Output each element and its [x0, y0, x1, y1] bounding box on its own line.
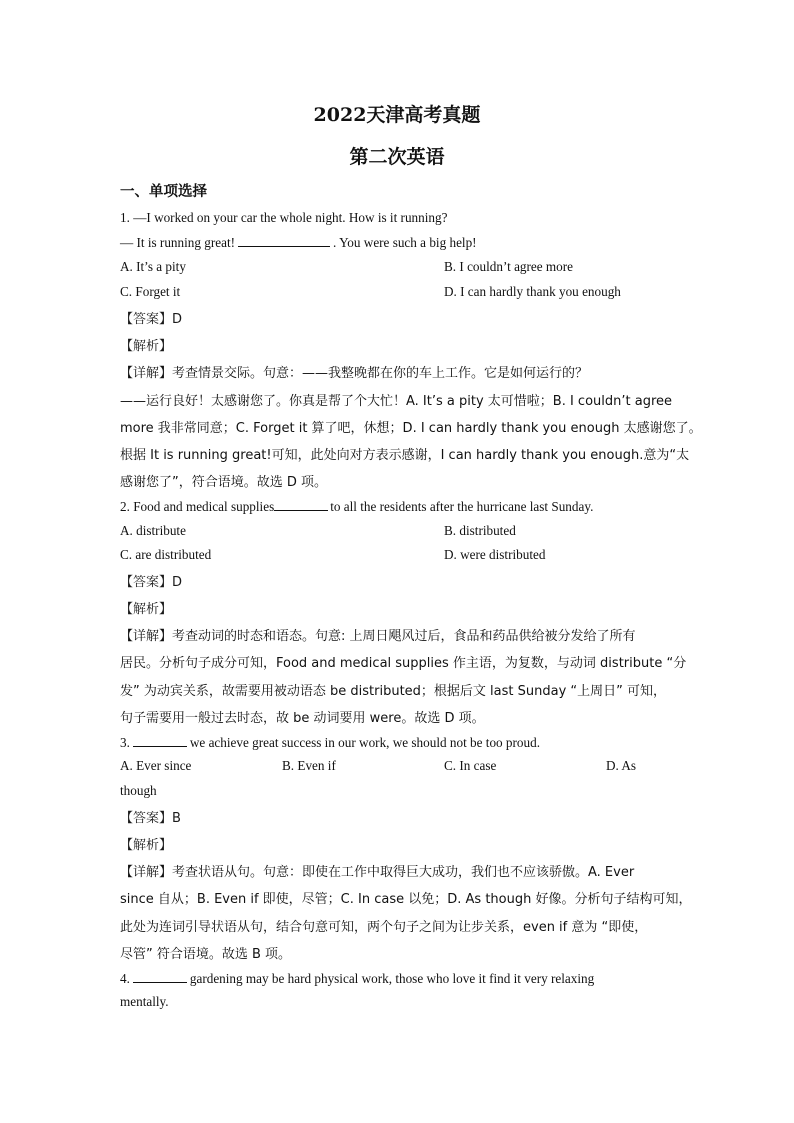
q2-option-d: D. were distributed: [444, 547, 546, 562]
q3-option-c: C. In case: [444, 758, 497, 773]
q2-option-c: C. are distributed: [120, 547, 212, 562]
q3-option-b: B. Even if: [282, 758, 336, 773]
q3-option-a: A. Ever since: [120, 758, 192, 773]
q3-blank: [133, 734, 187, 747]
q2-option-a: A. distribute: [120, 523, 186, 538]
q2-answer: 【答案】D: [120, 575, 183, 590]
q1-stem: 1. —I worked on your car the whole night. How is it running?: [120, 210, 448, 225]
q1-detail-line: 【详解】考查情景交际。句意：——我整晚都在你的车上工作。它是如何运行的？: [120, 366, 589, 381]
q1-answer: 【答案】D: [120, 312, 183, 327]
q1-response-end: . You were such a big help!: [333, 235, 477, 250]
q1-response-start: — It is running great!: [120, 235, 235, 250]
q3-answer: 【答案】B: [120, 811, 181, 826]
q2-blank: [274, 498, 328, 511]
q1-response: [120, 234, 477, 251]
q4-blank: [133, 970, 187, 983]
q1-option-c: C. Forget it: [120, 284, 181, 299]
q1-option-d: D. I can hardly thank you enough: [444, 284, 621, 299]
q1-option-b: B. I couldn’t agree more: [444, 259, 574, 274]
q1-detail-line: 根据 It is running great!可知，此处向对方表示感谢，I can hardly thank you enough.意为“太: [120, 448, 690, 463]
q3-option-d-continued: though: [120, 783, 157, 798]
q1-detail-line: 感谢您了”，符合语境。故选 D 项。: [120, 475, 328, 490]
q3-analysis-label: 【解析】: [120, 838, 173, 853]
q1-blank: [238, 234, 330, 247]
q2-detail-line: 句子需要用一般过去时态，故 be 动词要用 were。故选 D 项。: [120, 711, 485, 726]
page-subtitle: 第二次英语: [349, 146, 445, 168]
q3-stem-start: 3.: [120, 735, 130, 750]
q4-stem-start: 4.: [120, 971, 130, 986]
page-title: 2022天津高考真题: [313, 104, 481, 126]
q2-analysis-label: 【解析】: [120, 602, 173, 617]
q3-detail-line: 此处为连词引导状语从句，结合句意可知，两个句子之间为让步关系，even if 意为 “即使，: [120, 920, 648, 935]
q2-detail-line: 发” 为动宾关系，故需要用被动语态 be distributed；根据后文 last Sunday “上周日” 可知，: [120, 684, 667, 699]
q2-stem: [120, 498, 593, 515]
q1-analysis-label: 【解析】: [120, 339, 173, 354]
q3-detail-line: 【详解】考查状语从句。句意：即使在工作中取得巨大成功，我们也不应该骄傲。A. Ever: [120, 865, 635, 880]
q2-stem-start: 2. Food and medical supplies: [120, 499, 275, 514]
q2-detail-line: 居民。分析句子成分可知，Food and medical supplies 作主语，为复数，与动词 distribute “分: [120, 656, 687, 671]
q3-option-d: D. As: [606, 758, 637, 773]
q1-detail-line: ——运行良好！太感谢您了。你真是帮了个大忙！A. It’s a pity 太可惜啦；B. I couldn’t agree: [120, 394, 673, 409]
q4-stem-continued: mentally.: [120, 994, 169, 1009]
q3-stem-end: we achieve great success in our work, we should not be too proud.: [189, 735, 540, 750]
q1-option-a: A. It’s a pity: [120, 259, 186, 274]
q3-detail-line: since 自从；B. Even if 即使，尽管；C. In case 以免；D. As though 好像。分析句子结构可知，: [120, 892, 692, 907]
q1-detail-line: more 我非常同意；C. Forget it 算了吧，休想；D. I can hardly thank you enough 太感谢您了。: [120, 421, 702, 436]
q4-stem: [120, 970, 594, 987]
q2-stem-end: to all the residents after the hurricane last Sunday.: [330, 499, 594, 514]
q2-detail-line: 【详解】考查动词的时态和语态。句意: 上周日飓风过后，食品和药品供给被分发给了所有: [120, 629, 636, 644]
section-heading: 一、单项选择: [120, 183, 207, 200]
q2-option-b: B. distributed: [444, 523, 516, 538]
q3-detail-line: 尽管” 符合语境。故选 B 项。: [120, 947, 292, 962]
q4-stem-end: gardening may be hard physical work, those who love it find it very relaxing: [189, 971, 595, 986]
q3-stem: [120, 734, 540, 751]
